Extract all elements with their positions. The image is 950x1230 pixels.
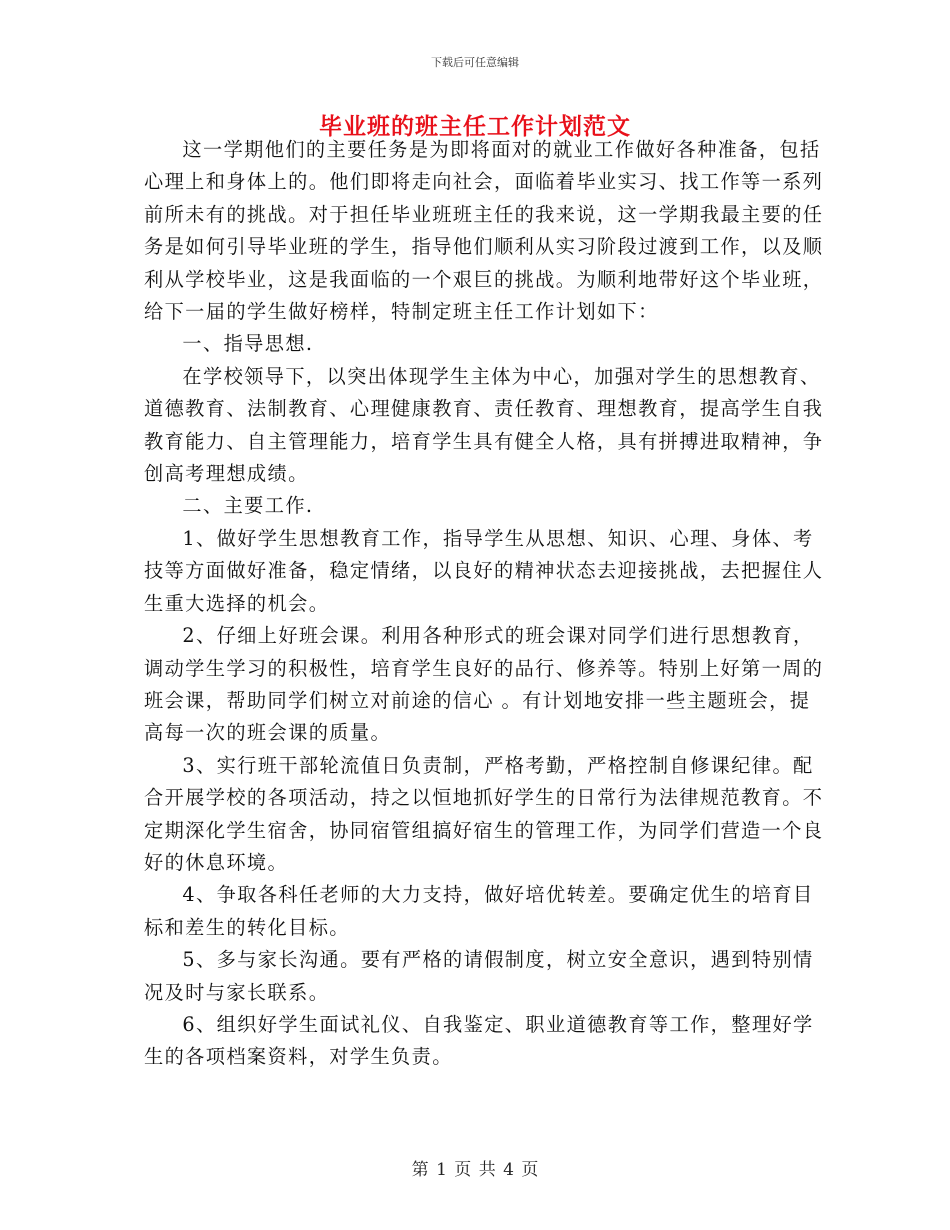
paragraph-item-4: 4、争取各科任老师的大力支持，做好培优转差。要确定优生的培育目标和差生的转化目标。: [144, 883, 814, 939]
header-note: 下载后可任意编辑: [431, 56, 519, 69]
paragraph-item-1: 1、做好学生思想教育工作，指导学生从思想、知识、心理、身体、考技等方面做好准备，稳定情绪，以良好的精神状态去迎接挑战，去把握住人生重大选择的机会。: [144, 526, 824, 615]
heading-guiding-thought: 一、指导思想.: [182, 332, 314, 356]
paragraph-item-6: 6、组织好学生面试礼仪、自我鉴定、职业道德教育等工作，整理好学生的各项档案资料，对学生负责。: [144, 1012, 814, 1069]
paragraph-item-3: 3、实行班干部轮流值日负责制，严格考勤，严格控制自修课纪律。配合开展学校的各项活动，持之以恒地抓好学生的日常行为法律规范教育。不定期深化学生宿舍，协同宿管组搞好宿生的管理工作，为同学们营造一个良好的休息环境。: [144, 753, 824, 874]
document-title: 毕业班的班主任工作计划范文: [319, 113, 631, 140]
page-footer: 第 1 页 共 4 页: [411, 1160, 539, 1180]
heading-main-work: 二、主要工作.: [182, 494, 314, 518]
paragraph-item-5: 5、多与家长沟通。要有严格的请假制度，树立安全意识，遇到特别情况及时与家长联系。: [144, 948, 814, 1004]
paragraph-item-2: 2、仔细上好班会课。利用各种形式的班会课对同学们进行思想教育，调动学生学习的积极性，培育学生良好的品行、修养等。特别上好第一周的班会课，帮助同学们树立对前途的信心 。有计划地安排一些主题班会，提高每一次的班会课的质量。: [144, 624, 824, 745]
document-body: [144, 134, 824, 1074]
paragraph-intro: 这一学期他们的主要任务是为即将面对的就业工作做好各种准备，包括心理上和身体上的。他们即将走向社会，面临着毕业实习、找工作等一系列前所未有的挑战。对于担任毕业班班主任的我来说，这一学期我最主要的任务是如何引导毕业班的学生，指导他们顺利从实习阶段过渡到工作，以及顺利从学校毕业，这是我面临的一个艰巨的挑战。为顺利地带好这个毕业班，给下一届的学生做好榜样，特制定班主任工作计划如下：: [144, 138, 824, 324]
paragraph-guiding-thought: 在学校领导下，以突出体现学生主体为中心，加强对学生的思想教育、道德教育、法制教育、心理健康教育、责任教育、理想教育，提高学生自我教育能力、自主管理能力，培育学生具有健全人格，具有拼搏进取精神，争创高考理想成绩。: [144, 364, 824, 486]
